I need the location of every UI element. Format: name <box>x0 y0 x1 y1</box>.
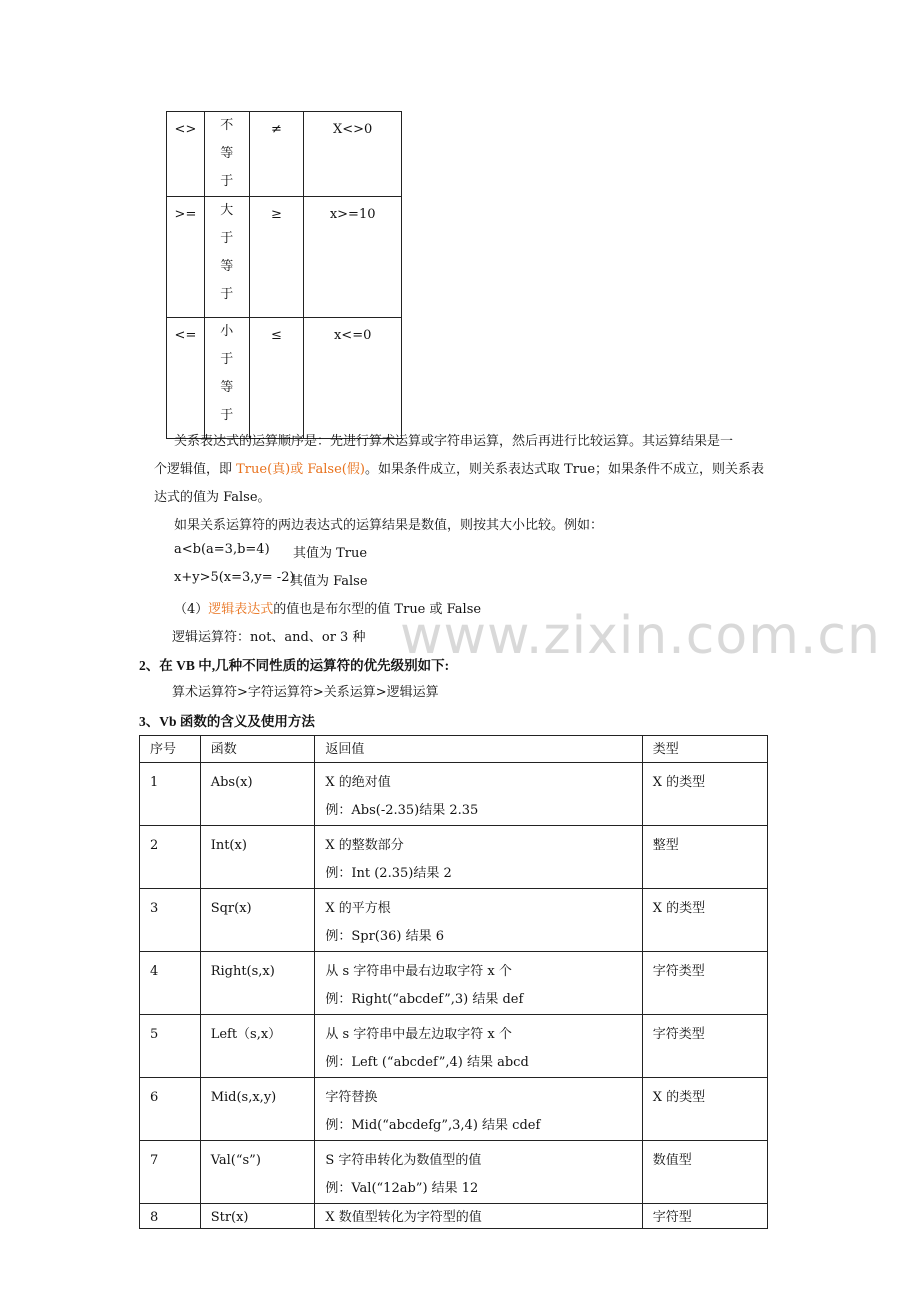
name-char: 等 <box>220 146 234 161</box>
highlight-text: 逻辑表达式 <box>208 602 274 617</box>
name-char: 等 <box>220 380 234 395</box>
paragraph-line: 算术运算符>字符运算符>关系运算>逻辑运算 <box>172 685 439 700</box>
table-row <box>140 763 768 826</box>
return-type: X 的类型 <box>642 763 767 826</box>
return-desc: 从 s 字符串中最右边取字符 x 个 <box>325 964 512 979</box>
table-row <box>167 197 402 318</box>
return-value <box>315 1204 642 1229</box>
return-value <box>315 763 642 826</box>
example-result: 其值为 False <box>290 574 368 589</box>
function-name: Right(s,x) <box>200 952 315 1015</box>
return-example: 例：Left (“abcdef”,4) 结果 abcd <box>325 1055 529 1070</box>
section-heading: 2、在 VB 中,几种不同性质的运算符的优先级别如下: <box>139 658 450 673</box>
name-char: 于 <box>220 174 234 189</box>
name-char: 大 <box>220 203 234 218</box>
table-row <box>140 1078 768 1141</box>
row-number: 1 <box>140 763 201 826</box>
paragraph-line: 逻辑运算符：not、and、or 3 种 <box>172 630 366 645</box>
return-value <box>315 1141 642 1204</box>
operator-table <box>166 111 402 439</box>
text-span: 的值也是布尔型的值 True 或 False <box>273 602 482 617</box>
row-number: 5 <box>140 1015 201 1078</box>
paragraph-line: 达式的值为 False。 <box>154 490 271 505</box>
return-type: 字符型 <box>642 1204 767 1229</box>
column-header: 序号 <box>140 736 201 763</box>
table-row <box>140 826 768 889</box>
function-name: Left（s,x） <box>200 1015 315 1078</box>
operator-example: x<=0 <box>304 318 402 439</box>
return-value <box>315 826 642 889</box>
function-name: Sqr(x) <box>200 889 315 952</box>
column-header: 返回值 <box>315 736 642 763</box>
function-name: Str(x) <box>200 1204 315 1229</box>
return-value <box>315 1015 642 1078</box>
return-example: 例：Spr(36) 结果 6 <box>325 929 445 944</box>
name-char: 于 <box>220 231 234 246</box>
name-char: 于 <box>220 352 234 367</box>
math-symbol: ≥ <box>249 197 304 318</box>
return-desc: X 数值型转化为字符型的值 <box>325 1210 482 1225</box>
return-example: 例：Val(“12ab”) 结果 12 <box>325 1181 479 1196</box>
name-char: 于 <box>220 287 234 302</box>
math-symbol: ≤ <box>249 318 304 439</box>
row-number: 6 <box>140 1078 201 1141</box>
row-number: 2 <box>140 826 201 889</box>
function-name: Val(“s”) <box>200 1141 315 1204</box>
operator-symbol: >= <box>167 197 205 318</box>
name-char: 不 <box>220 118 234 133</box>
table-row <box>140 952 768 1015</box>
math-symbol: ≠ <box>249 112 304 197</box>
return-value <box>315 889 642 952</box>
example-expression: a<b(a=3,b=4) <box>174 542 270 557</box>
return-type: 整型 <box>642 826 767 889</box>
return-desc: S 字符串转化为数值型的值 <box>325 1153 482 1168</box>
name-char: 于 <box>220 408 234 423</box>
return-desc: X 的平方根 <box>325 901 391 916</box>
text-span: 。如果条件成立，则关系表达式取 True；如果条件不成立，则关系表 <box>364 462 765 477</box>
function-table <box>139 735 768 1229</box>
row-number: 4 <box>140 952 201 1015</box>
row-number: 7 <box>140 1141 201 1204</box>
return-example: 例：Abs(-2.35)结果 2.35 <box>325 803 479 818</box>
return-desc: X 的整数部分 <box>325 838 404 853</box>
table-row <box>167 112 402 197</box>
paragraph-line: 如果关系运算符的两边表达式的运算结果是数值，则按其大小比较。例如： <box>174 518 604 533</box>
name-char: 等 <box>220 259 234 274</box>
table-row <box>167 318 402 439</box>
operator-symbol: <= <box>167 318 205 439</box>
return-desc: 从 s 字符串中最左边取字符 x 个 <box>325 1027 512 1042</box>
section-heading: 3、Vb 函数的含义及使用方法 <box>139 714 315 729</box>
table-row <box>140 1204 768 1229</box>
column-header: 函数 <box>200 736 315 763</box>
table-row <box>140 1015 768 1078</box>
return-example: 例：Right(“abcdef”,3) 结果 def <box>325 992 524 1007</box>
row-number: 3 <box>140 889 201 952</box>
operator-example: x>=10 <box>304 197 402 318</box>
text-span: 个逻辑值，即 <box>154 462 237 477</box>
paragraph-line: 关系表达式的运算顺序是：先进行算术运算或字符串运算，然后再进行比较运算。其运算结果是一 <box>174 434 734 449</box>
table-row <box>140 889 768 952</box>
highlight-text: True(真)或 False(假) <box>236 462 365 477</box>
operator-example: X<>0 <box>304 112 402 197</box>
function-name: Int(x) <box>200 826 315 889</box>
return-example: 例：Mid(“abcdefg”,3,4) 结果 cdef <box>325 1118 541 1133</box>
return-desc: X 的绝对值 <box>325 775 391 790</box>
return-type: 字符类型 <box>642 952 767 1015</box>
return-type: X 的类型 <box>642 889 767 952</box>
return-type: X 的类型 <box>642 1078 767 1141</box>
operator-symbol: <> <box>167 112 205 197</box>
example-expression: x+y>5(x=3,y= -2) <box>174 570 295 585</box>
return-type: 数值型 <box>642 1141 767 1204</box>
text-span: （4） <box>174 602 209 617</box>
column-header: 类型 <box>642 736 767 763</box>
return-desc: 字符替换 <box>325 1090 378 1105</box>
row-number: 8 <box>140 1204 201 1229</box>
return-value <box>315 952 642 1015</box>
function-name: Mid(s,x,y) <box>200 1078 315 1141</box>
return-example: 例：Int (2.35)结果 2 <box>325 866 452 881</box>
paragraph-line <box>154 458 764 477</box>
watermark: www.zixin.com.cn <box>400 606 881 666</box>
operator-name <box>204 197 249 318</box>
return-type: 字符类型 <box>642 1015 767 1078</box>
name-char: 小 <box>220 324 234 339</box>
example-result: 其值为 True <box>293 546 368 561</box>
operator-name <box>204 112 249 197</box>
function-name: Abs(x) <box>200 763 315 826</box>
table-header-row <box>140 736 768 763</box>
return-value <box>315 1078 642 1141</box>
table-row <box>140 1141 768 1204</box>
operator-name <box>204 318 249 439</box>
